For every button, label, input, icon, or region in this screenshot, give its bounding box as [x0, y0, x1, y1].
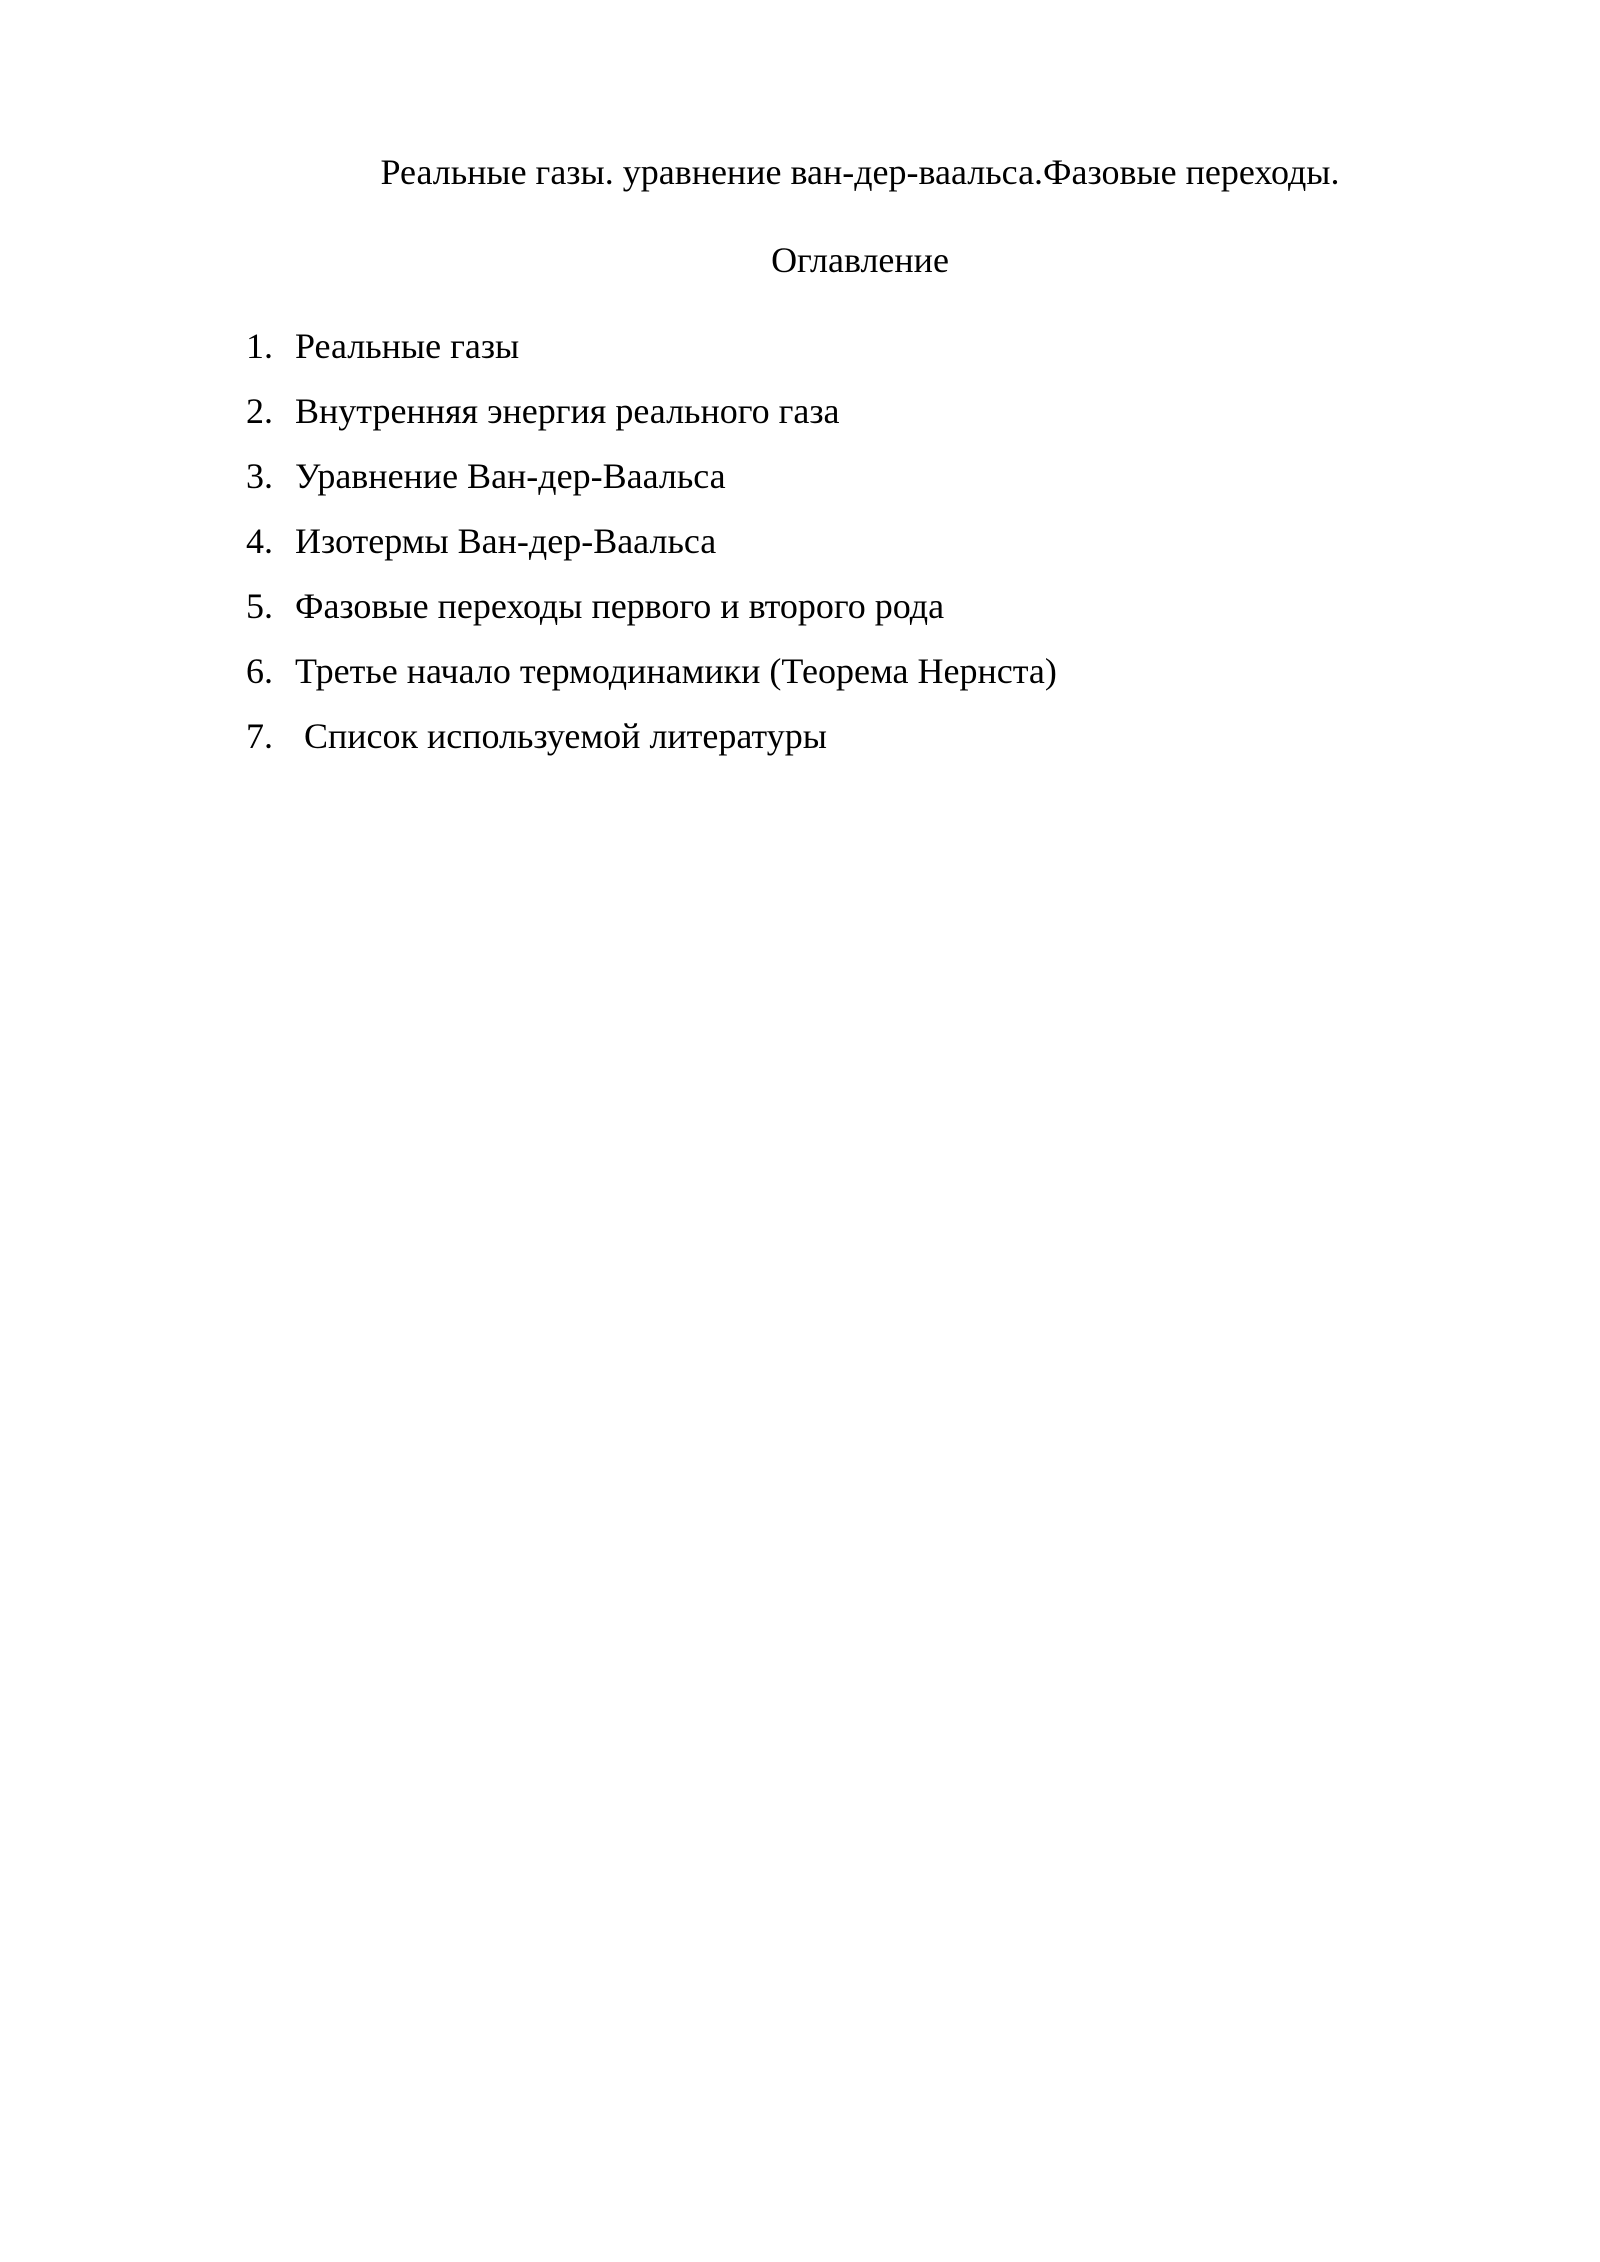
toc-item-text: Список используемой литературы: [304, 716, 827, 756]
toc-item-number: 1.: [246, 326, 273, 366]
toc-item-text: Внутренняя энергия реального газа: [295, 391, 840, 431]
toc-heading: Оглавление: [771, 240, 949, 280]
toc-item-text: Изотермы Ван-дер-Ваальса: [295, 521, 717, 561]
toc-item-text: Третье начало термодинамики (Теорема Нернста): [295, 651, 1057, 691]
toc-item-number: 5.: [246, 586, 273, 626]
toc-item-text: Реальные газы: [295, 326, 520, 366]
toc-item-number: 6.: [246, 651, 273, 691]
toc-item-number: 2.: [246, 391, 273, 431]
toc-item-number: 3.: [246, 456, 273, 496]
toc-item-number: 7.: [246, 716, 273, 756]
toc-item-number: 4.: [246, 521, 273, 561]
toc-item-text: Уравнение Ван-дер-Ваальса: [295, 456, 726, 496]
document-title: Реальные газы. уравнение ван-дер-ваальса.Фазовые переходы.: [380, 152, 1340, 192]
toc-item-text: Фазовые переходы первого и второго рода: [295, 586, 945, 626]
